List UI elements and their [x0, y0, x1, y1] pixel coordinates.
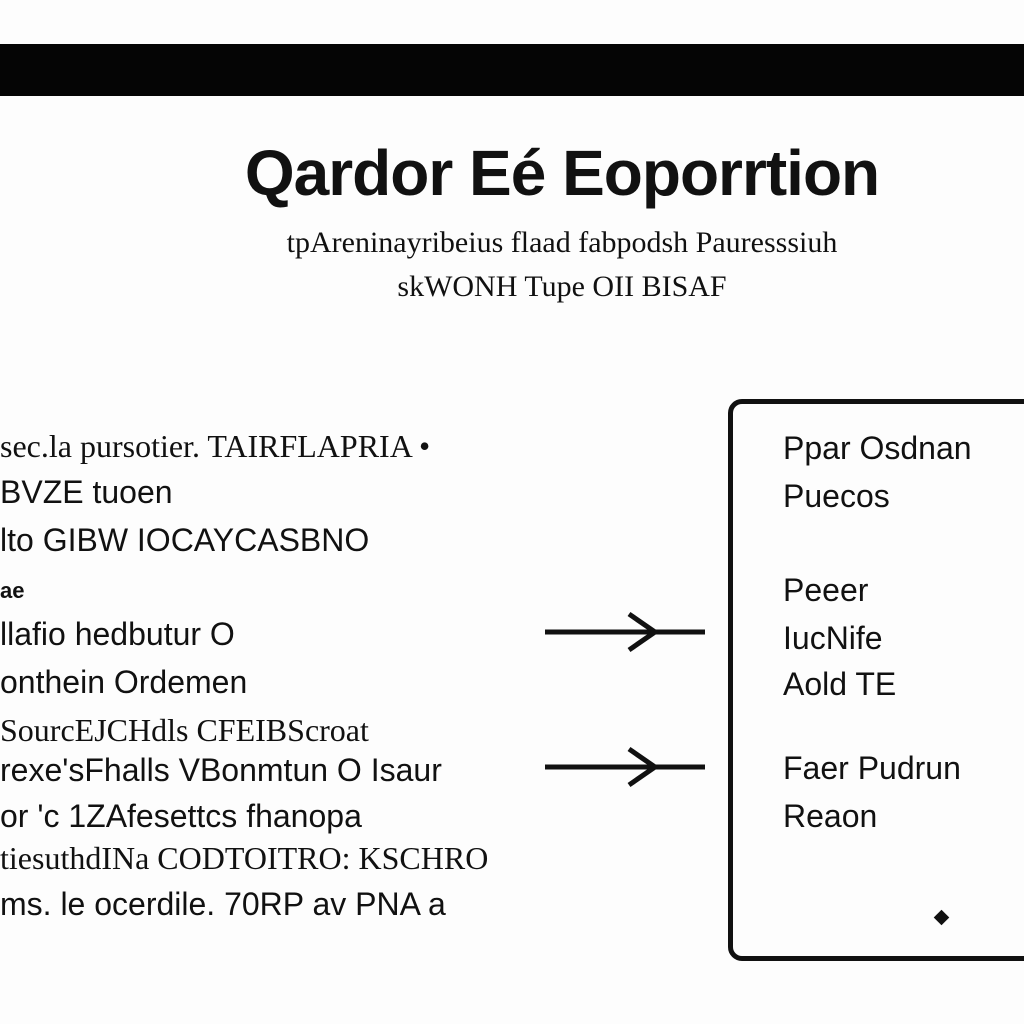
box-line: Peeer [783, 572, 869, 608]
body-line: rexe'sFhalls VBonmtun O Isaur [0, 752, 442, 788]
body-line: ms. le ocerdile. 70RP av PNA a [0, 886, 446, 922]
subtitle-line-2: skWONH Tupe OII BISAF [397, 270, 727, 303]
body-line: lto GIBW IOCAYCASBNO [0, 522, 370, 558]
body-line: BVZE tuoen [0, 474, 173, 510]
body-line: SourcEJCHdls CFEIBScroat [0, 712, 369, 748]
subtitle-line-1: tpAreninayribeius flaad fabpodsh Pauresssiuh [286, 226, 838, 259]
body-line: llafio hedbutur O [0, 616, 235, 652]
body-line: ae [0, 578, 25, 603]
body-line: sec.la pursotier. TAIRFLAPRIA • [0, 428, 431, 464]
box-line: Ppar Osdnan [783, 430, 972, 466]
body-line: onthein Ordemen [0, 664, 248, 700]
body-line: or 'c 1ZAfesettcs fhanopa [0, 798, 362, 834]
summary-box [728, 399, 1024, 961]
box-line: IucNife [783, 620, 883, 656]
box-line: Faer Pudrun [783, 750, 961, 786]
box-line: Aold TE [783, 666, 897, 702]
right-arrow-icon [545, 745, 707, 789]
box-line: Puecos [783, 478, 890, 514]
right-arrow-icon [545, 610, 707, 654]
body-line: tiesuthdINa CODTOITRO: KSCHRO [0, 840, 489, 876]
box-line: Reaon [783, 798, 878, 834]
document-title: Qardor Eé Eoporrtion [244, 137, 880, 209]
header-bar [0, 44, 1024, 96]
diamond-bullet-icon [934, 910, 950, 926]
